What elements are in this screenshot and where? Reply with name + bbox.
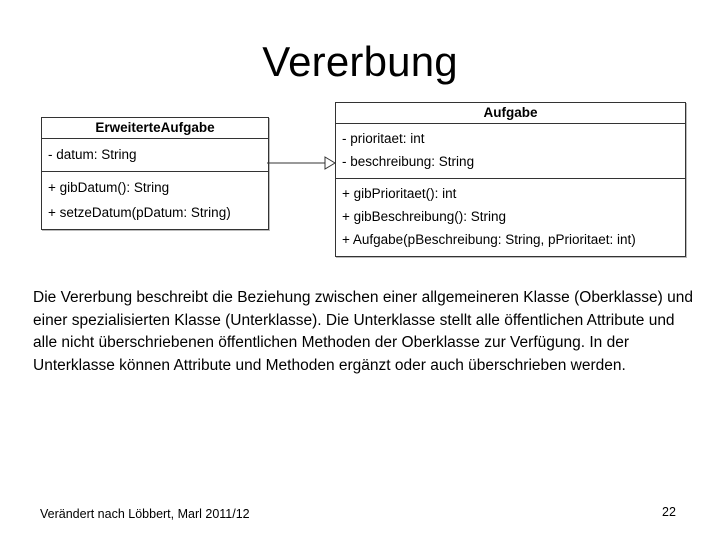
method: + setzeDatum(pDatum: String) bbox=[48, 205, 231, 220]
attribute: - beschreibung: String bbox=[342, 154, 475, 169]
slide-title: Vererbung bbox=[262, 38, 458, 85]
attribute: - datum: String bbox=[48, 147, 137, 162]
class-name: ErweiterteAufgabe bbox=[42, 118, 268, 139]
description-text: Die Vererbung beschreibt die Beziehung zwischen einer allgemeineren Klasse (Oberklasse) und einer spezialisierten Klasse (Unterklasse). Die Unterklasse stellt alle öffentlichen Attribute und alle nicht überschriebenen öffentlichen Methoden der Oberklasse zur Verfügung. In der Unterklasse können Attribute und Methoden ergänzt oder auch überschrieben werden. bbox=[33, 289, 693, 374]
method: + Aufgabe(pBeschreibung: String, pPrioritaet: int) bbox=[342, 232, 636, 247]
attribute: - prioritaet: int bbox=[342, 131, 425, 146]
class-name: Aufgabe bbox=[336, 103, 685, 124]
method: + gibDatum(): String bbox=[48, 180, 170, 195]
arrow-head-icon bbox=[325, 157, 335, 169]
method: + gibBeschreibung(): String bbox=[342, 209, 506, 224]
page-number: 22 bbox=[662, 505, 676, 519]
method: + gibPrioritaet(): int bbox=[342, 186, 457, 201]
footer-text: Verändert nach Löbbert, Marl 2011/12 bbox=[40, 507, 250, 521]
